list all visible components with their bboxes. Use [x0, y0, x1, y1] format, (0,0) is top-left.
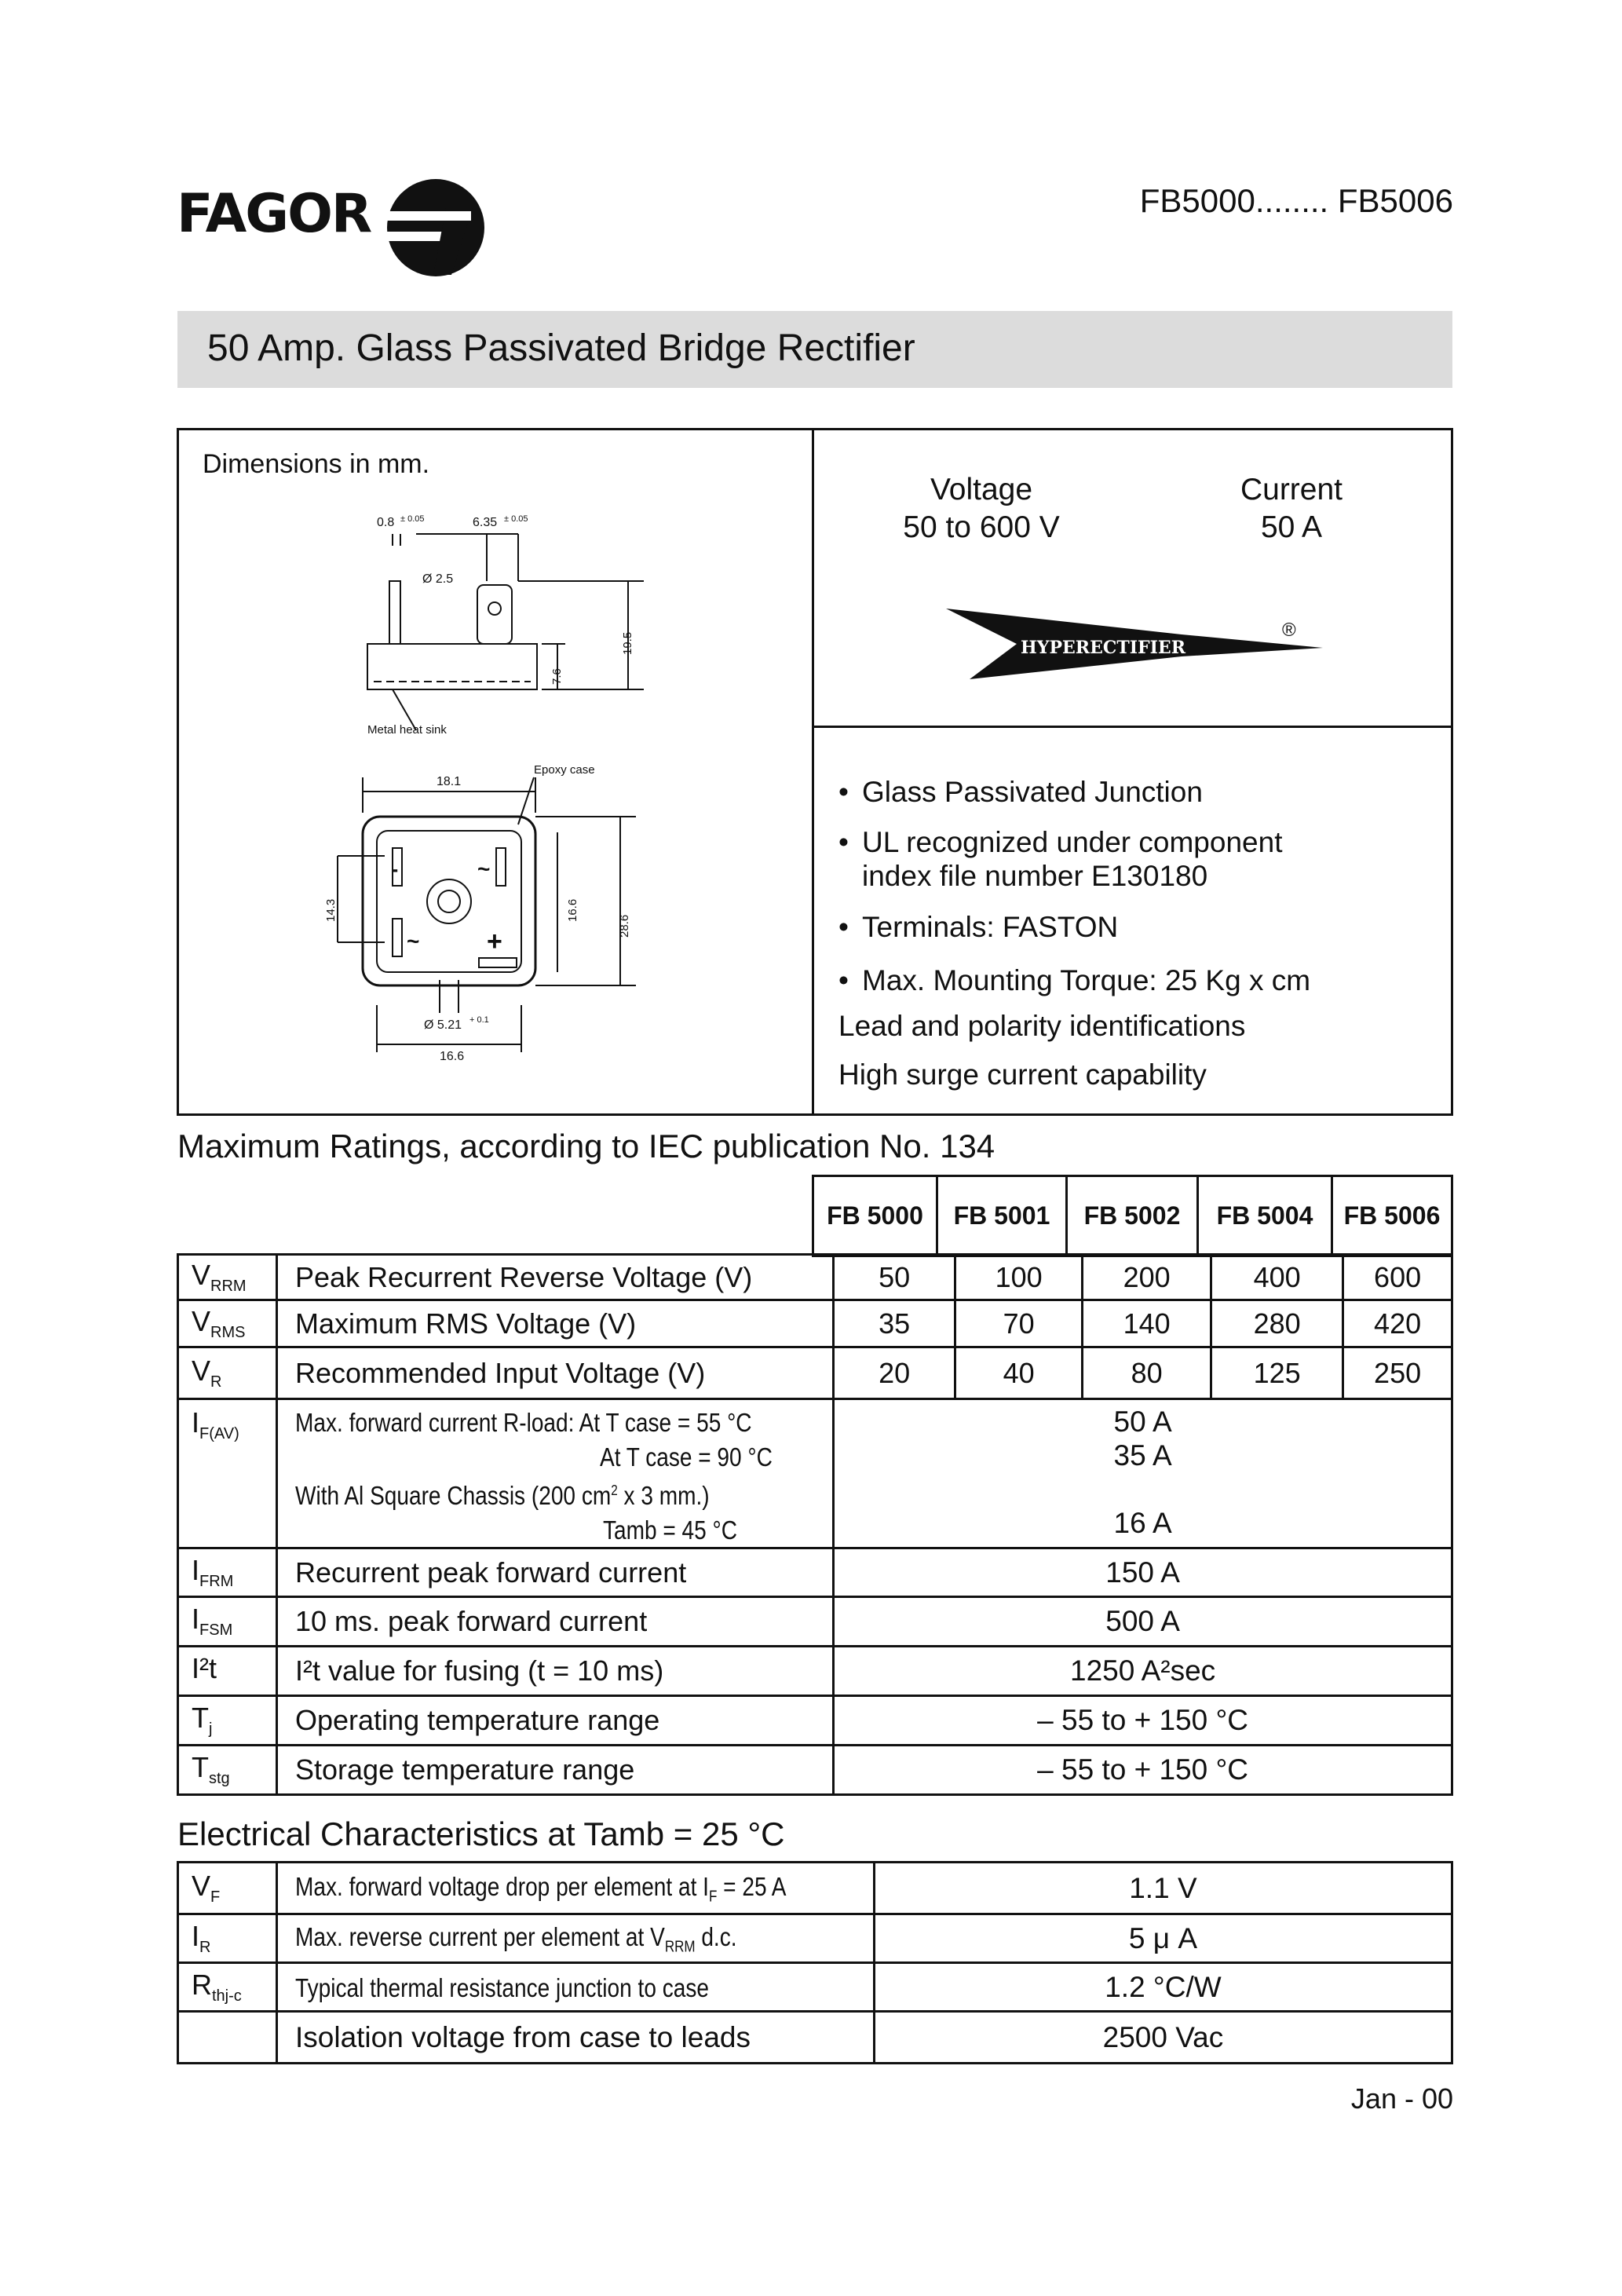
- dim-side-inner: 16.6: [566, 898, 579, 922]
- ifav-value-3: 16 A: [1113, 1507, 1172, 1539]
- value-cell: 100: [955, 1255, 1083, 1300]
- value-cell: 1.1 V: [874, 1863, 1452, 1914]
- hyperectifier-badge: [946, 605, 1331, 683]
- symbol-cell: [178, 2012, 277, 2064]
- value-cell: 35: [834, 1300, 955, 1347]
- ifav-condition-1: Max. forward current R-load: At T case = 55 °C: [295, 1408, 752, 1437]
- dim-side-left: 14.3: [324, 898, 338, 922]
- table-row: [178, 1347, 1452, 1399]
- description-cell: Maximum RMS Voltage (V): [277, 1300, 834, 1347]
- feature-item: • Terminals: FASTON: [838, 911, 1119, 943]
- dim-lead-width-tol: ± 0.05: [400, 514, 425, 524]
- badge-text: HYPERECTIFIER: [1021, 638, 1185, 658]
- dim-body-height: 7.6: [550, 668, 564, 685]
- part-number-range: FB5000........ FB5006: [1139, 182, 1453, 219]
- value-cell: 1250 A²sec: [834, 1647, 1452, 1696]
- value-cell: 40: [955, 1347, 1083, 1399]
- table-row: [178, 1548, 1452, 1597]
- brand-name: FAGOR: [177, 183, 371, 245]
- ifav-values-cell: [834, 1399, 1452, 1548]
- package-dimension-drawing: [290, 503, 667, 1091]
- table-row: [178, 1597, 1452, 1647]
- ifav-value-2: 35 A: [1113, 1439, 1172, 1472]
- model-header-table: [812, 1175, 1453, 1257]
- description-cell: Operating temperature range: [277, 1696, 834, 1746]
- pin-mark-ac-1: ~: [477, 857, 491, 881]
- ifav-value-1: 50 A: [1113, 1406, 1172, 1438]
- value-cell: 1.2 °C/W: [874, 1963, 1452, 2012]
- value-cell: 70: [955, 1300, 1083, 1347]
- dim-hole: Ø 2.5: [422, 572, 454, 586]
- description-cell: Typical thermal resistance junction to case: [277, 1963, 875, 2012]
- value-cell: 150 A: [834, 1548, 1452, 1597]
- ifav-condition-3: With Al Square Chassis (200 $cm^2$ x 3 mm.): [295, 1481, 710, 1510]
- footer-date: Jan - 00: [1350, 2082, 1453, 2115]
- symbol-cell: $I_{FSM}$: [178, 1597, 277, 1647]
- symbol-cell: $V_{RRM}$: [178, 1255, 277, 1300]
- epoxy-case-label: Epoxy case: [534, 763, 595, 777]
- symbol-cell: $T_{stg}$: [178, 1746, 277, 1795]
- dim-height: 19.5: [621, 631, 634, 655]
- symbol-cell: $T_j$: [178, 1696, 277, 1746]
- value-cell: 200: [1083, 1255, 1211, 1300]
- electrical-table: [177, 1861, 1453, 2064]
- table-row: [178, 1863, 1452, 1914]
- model-fb5000: FB 5000: [813, 1176, 937, 1256]
- symbol-cell: $V_R$: [178, 1347, 277, 1399]
- dim-diag: 28.6: [618, 914, 631, 938]
- description-cell: Storage temperature range: [277, 1746, 834, 1795]
- description-cell: Recurrent peak forward current: [277, 1548, 834, 1597]
- description-cell: Isolation voltage from case to leads: [277, 2012, 875, 2064]
- symbol-cell: $I_{F(AV)}$: [178, 1399, 277, 1548]
- title-bar: [177, 311, 1452, 388]
- table-row: [178, 1255, 1452, 1300]
- value-cell: 20: [834, 1347, 955, 1399]
- table-row: [178, 2012, 1452, 2064]
- ifav-condition-4: Tamb = 45 °C: [603, 1515, 738, 1545]
- current-spec: [1174, 471, 1409, 547]
- registered-mark: ®: [1282, 620, 1296, 641]
- pin-mark-plus: +: [487, 927, 502, 956]
- current-value: 50 A: [1260, 510, 1323, 544]
- dim-center-hole-tol: + 0.1: [469, 1015, 489, 1025]
- value-cell: 400: [1211, 1255, 1343, 1300]
- ifav-condition-2: At T case = 90 °C: [600, 1442, 773, 1472]
- symbol-cell: $R_{thj-c}$: [178, 1963, 277, 2012]
- feature-item-continuation: index file number E130180: [862, 860, 1208, 892]
- value-cell: 125: [1211, 1347, 1343, 1399]
- description-cell: Max. reverse current per element at $V_{RRM}$ d.c.: [277, 1914, 875, 1963]
- voltage-spec: [864, 471, 1099, 547]
- description-cell: Max. forward voltage drop per element at $I_F = 25$ A: [277, 1863, 875, 1914]
- dim-width-top: 18.1: [437, 775, 462, 788]
- value-cell: – 55 to + 150 °C: [834, 1696, 1452, 1746]
- value-cell: 500 A: [834, 1597, 1452, 1647]
- table-row: [178, 1696, 1452, 1746]
- model-fb5004: FB 5004: [1198, 1176, 1332, 1256]
- fagor-emblem-icon: [385, 177, 487, 279]
- page-title: 50 Amp. Glass Passivated Bridge Rectifier: [207, 327, 915, 369]
- symbol-cell: $V_{RMS}$: [178, 1300, 277, 1347]
- value-cell: – 55 to + 150 °C: [834, 1746, 1452, 1795]
- info-divider-horizontal: [812, 726, 1453, 728]
- description-cell: 10 ms. peak forward current: [277, 1597, 834, 1647]
- value-cell: 420: [1343, 1300, 1452, 1347]
- feature-item: • Glass Passivated Junction: [838, 776, 1203, 808]
- description-cell: [277, 1399, 834, 1548]
- pin-mark-ac-2: ~: [407, 929, 420, 953]
- dim-lead-pitch-tol: ± 0.05: [504, 514, 528, 524]
- description-cell: Recommended Input Voltage (V): [277, 1347, 834, 1399]
- info-divider-vertical: [812, 428, 814, 1116]
- dim-lead-pitch: 6.35: [473, 516, 498, 529]
- table-row: [178, 1399, 1452, 1548]
- electrical-heading: Electrical Characteristics at Tamb = 25 °C: [177, 1815, 785, 1852]
- value-cell: 80: [1083, 1347, 1211, 1399]
- current-label: Current: [1240, 473, 1343, 506]
- symbol-cell: $V_F$: [178, 1863, 277, 1914]
- metal-heat-sink-label: Metal heat sink: [367, 723, 447, 737]
- model-fb5001: FB 5001: [937, 1176, 1067, 1256]
- value-cell: 5 μ A: [874, 1914, 1452, 1963]
- dim-width-bottom: 16.6: [440, 1050, 465, 1063]
- max-ratings-heading: Maximum Ratings, according to IEC publication No. 134: [177, 1128, 995, 1164]
- model-fb5006: FB 5006: [1332, 1176, 1452, 1256]
- value-cell: 600: [1343, 1255, 1452, 1300]
- feature-item: • Max. Mounting Torque: 25 Kg x cm: [838, 964, 1311, 996]
- value-cell: 50: [834, 1255, 955, 1300]
- value-cell: 2500 Vac: [874, 2012, 1452, 2064]
- table-row: [178, 1914, 1452, 1963]
- value-cell: 250: [1343, 1347, 1452, 1399]
- table-row: [178, 1963, 1452, 2012]
- symbol-cell: I²t: [178, 1647, 277, 1696]
- table-row: [178, 1300, 1452, 1347]
- table-row: [178, 1746, 1452, 1795]
- pin-mark-minus: -: [391, 857, 399, 881]
- feature-item: High surge current capability: [838, 1058, 1207, 1091]
- dim-lead-width: 0.8: [377, 516, 395, 529]
- max-ratings-table: [177, 1253, 1453, 1796]
- voltage-label: Voltage: [930, 473, 1033, 506]
- dimensions-caption: Dimensions in mm.: [203, 449, 430, 479]
- value-cell: 140: [1083, 1300, 1211, 1347]
- symbol-cell: $I_R$: [178, 1914, 277, 1963]
- description-cell: I²t value for fusing (t = 10 ms): [277, 1647, 834, 1696]
- feature-item: Lead and polarity identifications: [838, 1010, 1246, 1042]
- model-fb5002: FB 5002: [1067, 1176, 1198, 1256]
- description-cell: Peak Recurrent Reverse Voltage (V): [277, 1255, 834, 1300]
- value-cell: 280: [1211, 1300, 1343, 1347]
- voltage-value: 50 to 600 V: [903, 510, 1060, 544]
- table-row: [178, 1647, 1452, 1696]
- dim-center-hole: Ø 5.21: [424, 1018, 462, 1032]
- feature-item: • UL recognized under component: [838, 826, 1283, 858]
- symbol-cell: $I_{FRM}$: [178, 1548, 277, 1597]
